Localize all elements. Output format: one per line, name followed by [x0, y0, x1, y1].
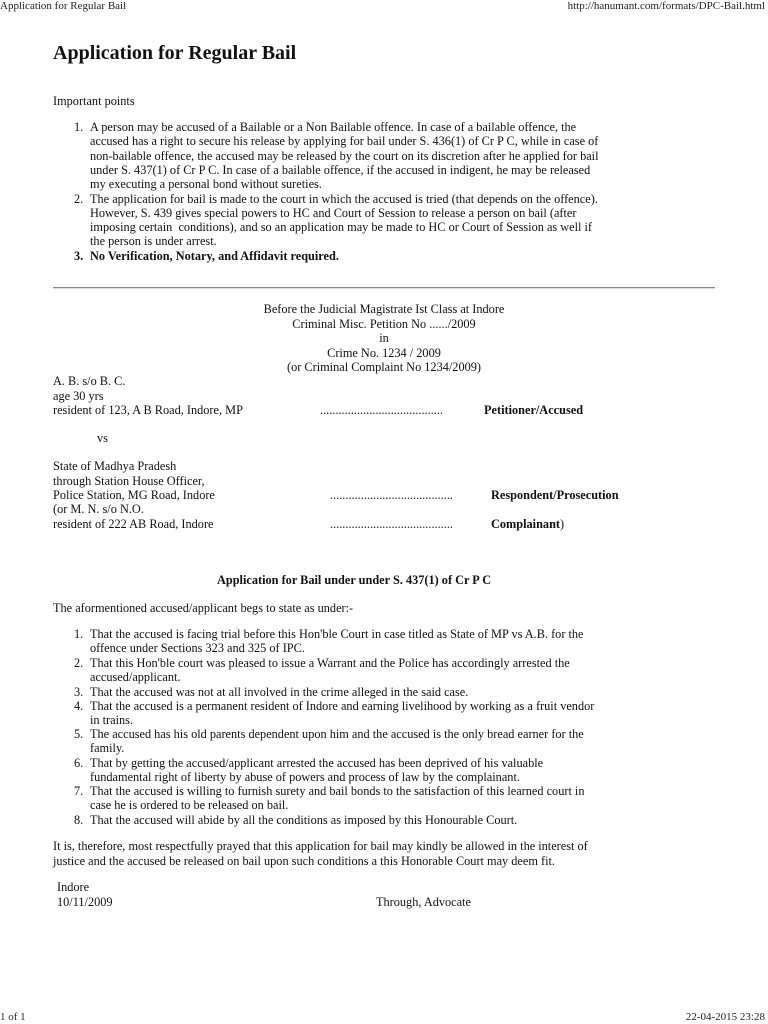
- complainant-line: (or M. N. s/o N.O.: [53, 502, 144, 516]
- petition-number: Criminal Misc. Petition No ....../2009: [292, 316, 476, 331]
- point-line: under S. 437(1) of Cr P C. In case of a bailable offence, if the accused in indigent, he may be released: [90, 162, 591, 177]
- respondent-line: through Station House Officer,: [53, 473, 205, 488]
- ground-line: offence under Sections 323 and 325 of IPC.: [90, 641, 305, 656]
- court-line: Before the Judicial Magistrate Ist Class at Indore: [263, 302, 505, 316]
- respondent-line: State of Madhya Pradesh: [53, 459, 177, 473]
- ground-line: That the accused will abide by all the conditions as imposed by this Honourable Court.: [90, 812, 518, 827]
- point-line: the person is under arrest.: [90, 234, 217, 249]
- point-line: No Verification, Notary, and Affidavit required.: [90, 248, 339, 263]
- ground-line: That the accused is willing to furnish surety and bail bonds to the satisfaction of this learned court in: [90, 784, 585, 798]
- list-number: 6.: [74, 755, 84, 770]
- document-title: Application for Regular Bail: [53, 42, 297, 64]
- complainant-role-wrap: [491, 517, 564, 531]
- list-number: 3.: [74, 248, 84, 263]
- leader-dots: ........................................: [330, 488, 453, 502]
- page-count: 1 of 1: [0, 1011, 26, 1023]
- ground-line: The accused has his old parents dependent upon him and the accused is the only bread earner for the: [90, 727, 584, 741]
- ground-line: in trains.: [90, 712, 134, 727]
- point-line: accused has a right to secure his release by applying for bail under S. 436(1) of Cr P C, while in case of: [90, 134, 599, 149]
- ground-line: That the accused was not at all involved in the crime alleged in the said case.: [90, 684, 469, 699]
- ground-line: case he is ordered to be released on bail.: [90, 798, 289, 813]
- list-number: 8.: [74, 812, 84, 827]
- respondent-role: Respondent/Prosecution: [491, 488, 619, 502]
- prayer-line: It is, therefore, most respectfully prayed that this application for bail may kindly be allowed in the interest of: [53, 839, 588, 853]
- petitioner-address: resident of 123, A B Road, Indore, MP: [53, 403, 243, 417]
- ground-line: That this Hon'ble court was pleased to issue a Warrant and the Police has accordingly arrested the: [90, 656, 570, 670]
- application-intro: The aformentioned accused/applicant begs to state as under:-: [53, 601, 354, 615]
- complainant-role-suffix: ): [560, 516, 565, 531]
- point-line: my executing a personal bond without sureties.: [90, 177, 322, 192]
- ground-line: accused/applicant.: [90, 670, 181, 685]
- respondent-line: Police Station, MG Road, Indore: [53, 488, 215, 502]
- list-number: 5.: [74, 727, 84, 741]
- versus-label: vs: [97, 431, 108, 445]
- petitioner-role: Petitioner/Accused: [484, 403, 584, 417]
- prayer-line: justice and the accused be released on bail upon such conditions a this Honorable Court may deem fit.: [53, 853, 555, 868]
- list-number: 7.: [74, 784, 84, 798]
- court-in: in: [379, 331, 389, 345]
- leader-dots: ........................................: [320, 403, 443, 417]
- petitioner-name: A. B. s/o B. C.: [53, 374, 126, 388]
- list-number: 4.: [74, 698, 84, 713]
- list-number: 2.: [74, 191, 84, 206]
- point-line: non-bailable offence, the accused may be released by the court on its discretion after he applied for bail: [90, 148, 599, 163]
- list-number: 2.: [74, 656, 84, 670]
- point-line: The application for bail is made to the court in which the accused is tried (that depends on the offence).: [90, 191, 598, 206]
- important-points-heading: Important points: [53, 94, 135, 108]
- print-header-url: http://hanumant.com/formats/DPC-Bail.html: [567, 0, 765, 12]
- point-line: imposing certain conditions), and so an application may be made to HC or Court of Session as well if: [90, 220, 593, 235]
- place: Indore: [57, 880, 90, 894]
- print-timestamp: 22-04-2015 23:28: [685, 1011, 765, 1023]
- section-divider: [53, 287, 715, 289]
- leader-dots: ........................................: [330, 516, 453, 531]
- application-heading: Application for Bail under under S. 437(1) of Cr P C: [217, 573, 492, 587]
- crime-number: Crime No. 1234 / 2009: [327, 345, 441, 360]
- list-number: 1.: [74, 120, 84, 134]
- ground-line: That the accused is facing trial before this Hon'ble Court in case titled as State of MP vs A.B. for the: [90, 627, 584, 641]
- complaint-number: (or Criminal Complaint No 1234/2009): [286, 360, 481, 374]
- list-number: 3.: [74, 684, 84, 699]
- complainant-line: resident of 222 AB Road, Indore: [53, 516, 214, 531]
- petitioner-age: age 30 yrs: [53, 388, 104, 403]
- complainant-role: Complainant: [491, 516, 561, 531]
- list-number: 1.: [74, 627, 84, 641]
- ground-line: fundamental right of liberty by abuse of powers and process of law by the complainant.: [90, 769, 520, 784]
- print-header-title: Application for Regular Bail: [0, 0, 127, 12]
- ground-line: That by getting the accused/applicant arrested the accused has been deprived of his valuable: [90, 755, 544, 770]
- advocate-signature-line: Through, Advocate: [376, 894, 471, 909]
- point-line: However, S. 439 gives special powers to HC and Court of Session to release a person on bail (after: [90, 205, 577, 220]
- ground-line: That the accused is a permanent resident of Indore and earning livelihood by working as a fruit vendor: [90, 698, 595, 713]
- date: 10/11/2009: [57, 894, 113, 909]
- ground-line: family.: [90, 741, 125, 756]
- point-line: A person may be accused of a Bailable or a Non Bailable offence. In case of a bailable offence, the: [90, 120, 577, 134]
